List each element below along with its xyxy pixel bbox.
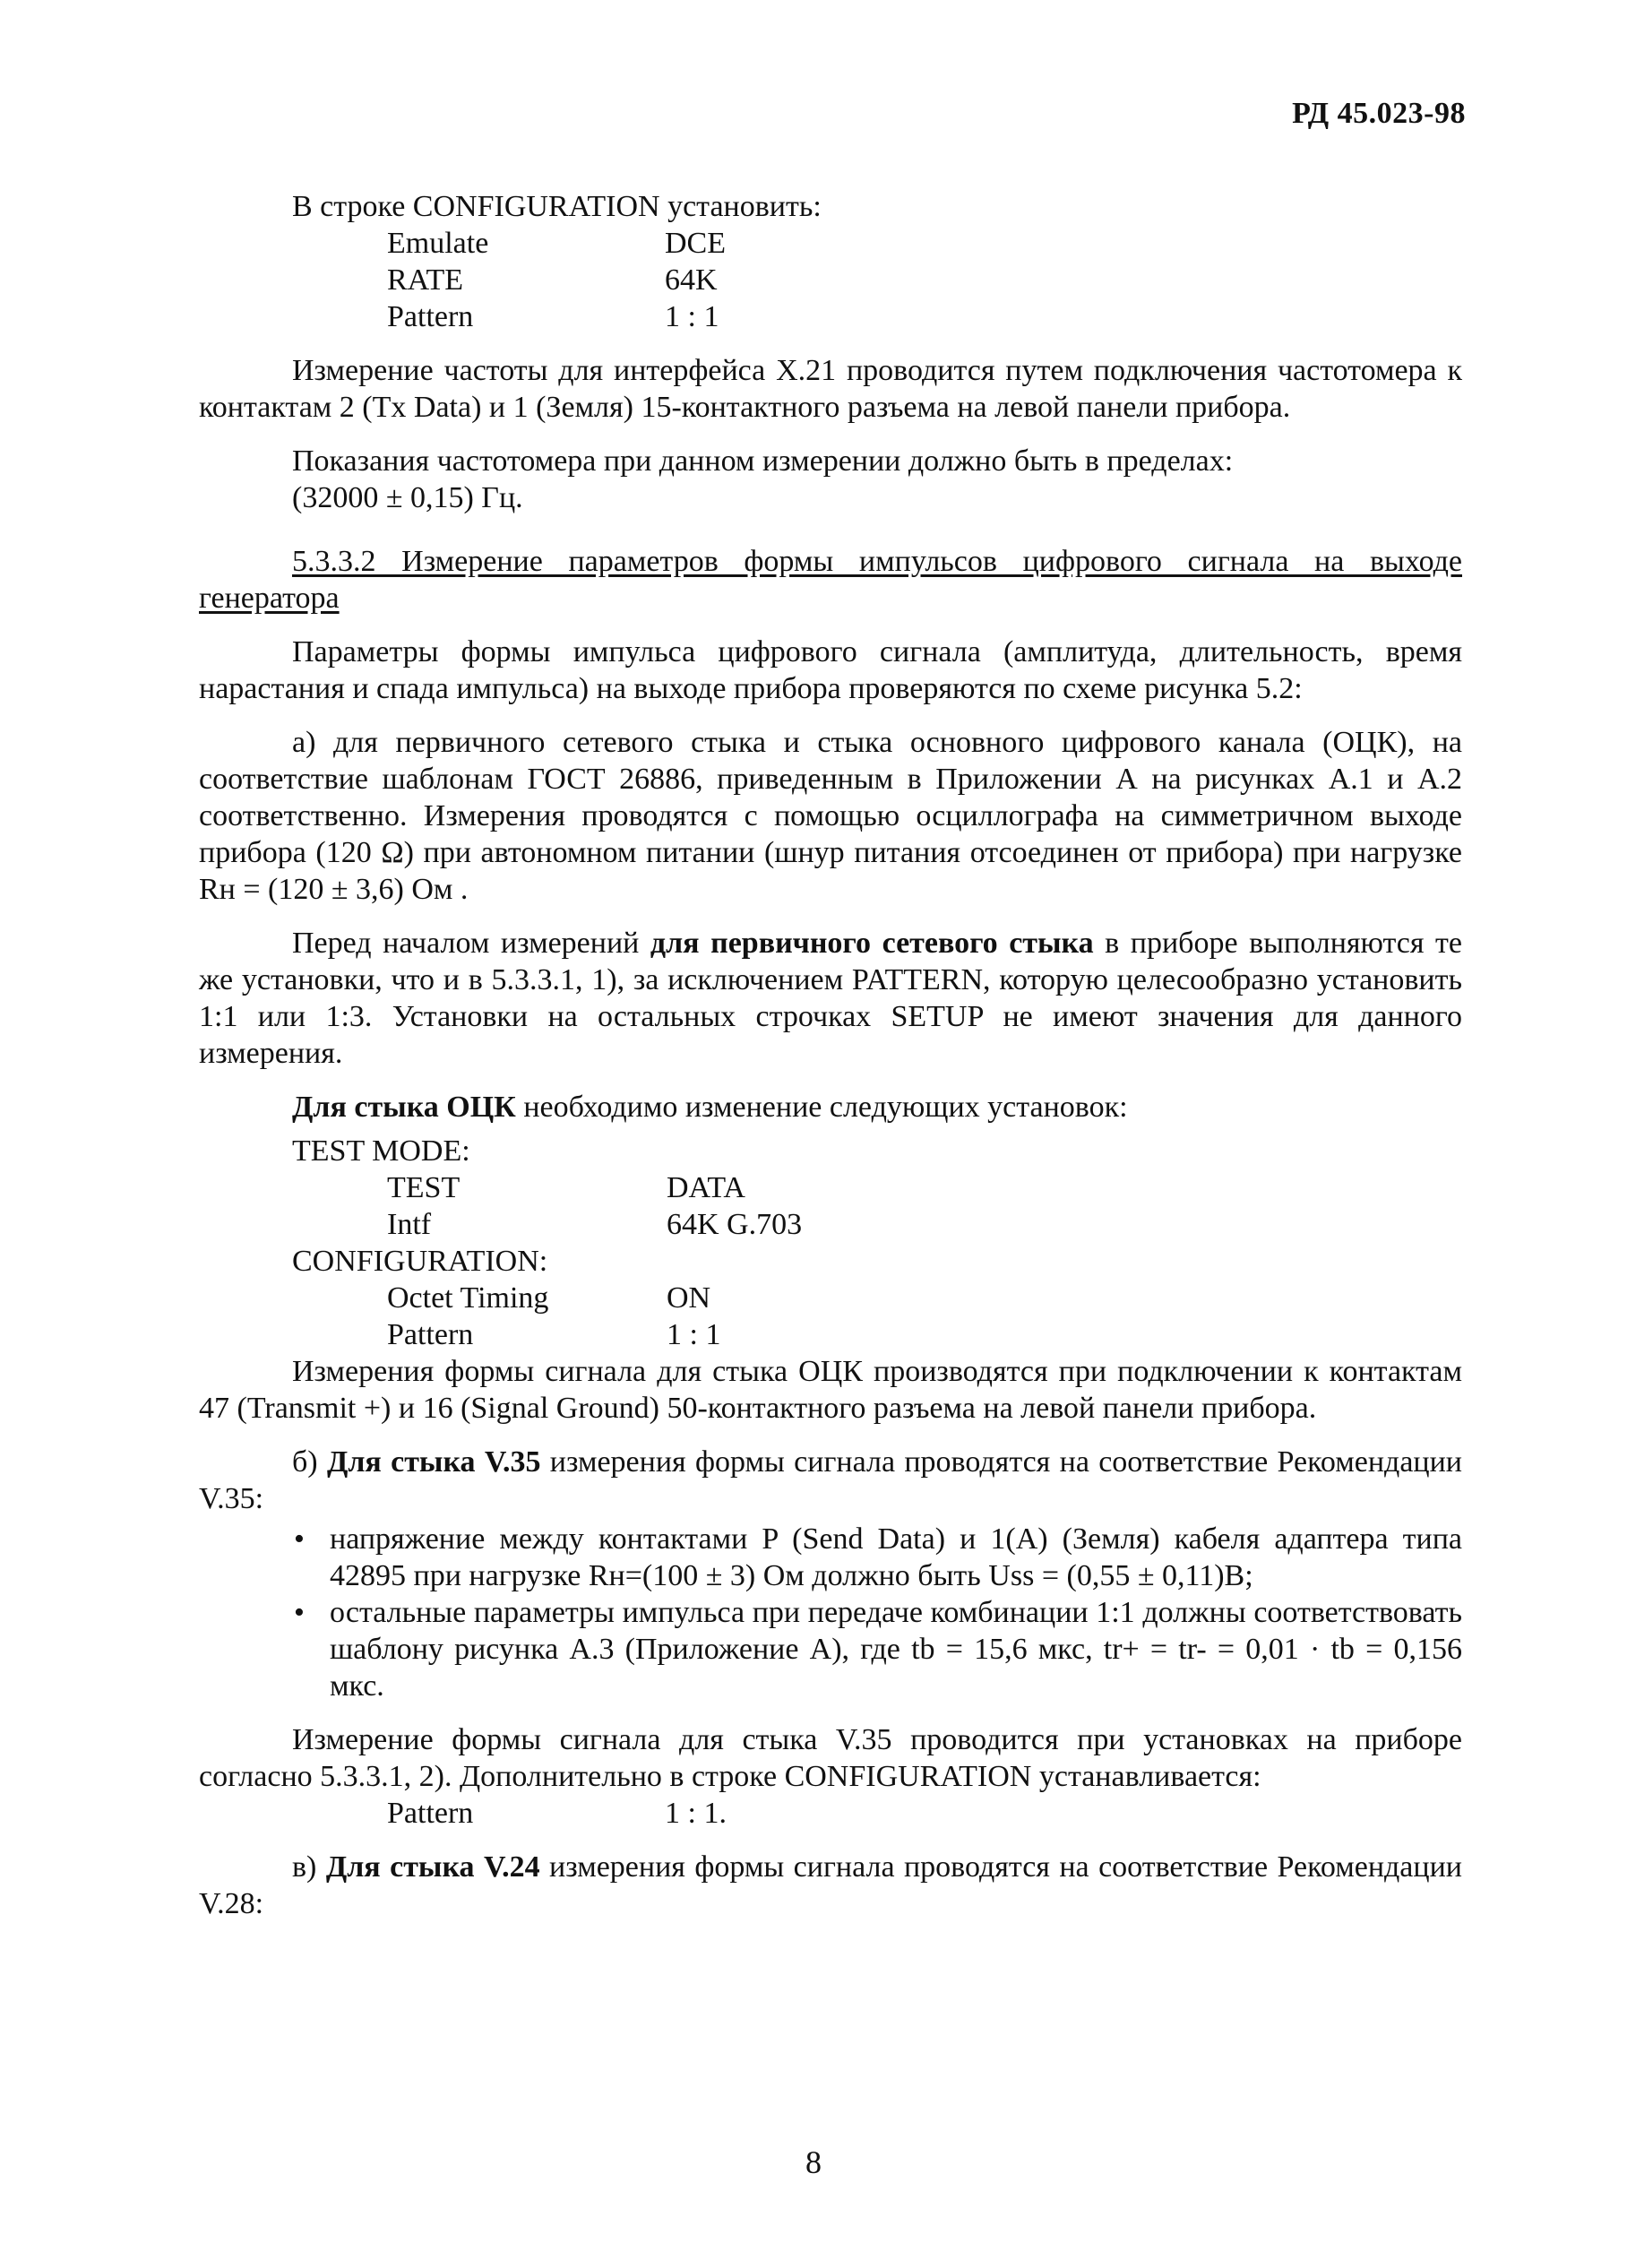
paragraph-b — [199, 1444, 1462, 1517]
config-row — [199, 298, 1462, 335]
paragraph-ock-measure: Измерения формы сигнала для стыка ОЦК производятся при подключении к контактам 47 (Transmit +) и 16 (Signal Ground) 50-контактного разъема на левой панели прибора. — [199, 1355, 1462, 1425]
text-run: измерения формы сигнала проводятся на соответствие Рекомендации V.28: — [199, 1850, 1462, 1920]
setting-key: Intf — [387, 1208, 432, 1241]
config-intro: В строке CONFIGURATION установить: — [292, 190, 822, 223]
bold-run: Для стыка V.35 — [326, 1445, 541, 1479]
bullet-list — [199, 1521, 1462, 1704]
paragraph-a: а) для первичного сетевого стыка и стыка основного цифрового канала (ОЦК), на соответствие шаблонам ГОСТ 26886, приведенным в Приложении А на рисунках А.1 и А.2 соответственно. Измерения проводятся с помощью осциллографа на симметричном выходе прибора (120 Ω) при автономном питании (шнур питания отсоединен от прибора) при нагрузке Rн = (120 ± 3,6) Ом . — [199, 726, 1462, 906]
config-key: Emulate — [387, 227, 489, 260]
setting-key: TEST — [387, 1171, 461, 1204]
bullet-icon: • — [294, 1596, 305, 1629]
paragraph-x21: Измерение частоты для интерфейса X.21 проводится путем подключения частотомера к контактам 2 (Tx Data) и 1 (Земля) 15-контактного разъема на левой панели прибора. — [199, 354, 1462, 424]
list-item — [199, 1594, 1462, 1704]
setting-value: 1 : 1. — [665, 1797, 727, 1830]
page-number: 8 — [805, 2144, 822, 2180]
bold-run: Для стыка ОЦК — [292, 1091, 516, 1124]
setting-key: Pattern — [387, 1318, 474, 1351]
config-row — [199, 262, 1462, 298]
text-run: необходимо изменение следующих установок: — [515, 1091, 1128, 1124]
setting-key: Octet Timing — [387, 1281, 549, 1315]
paragraph-c — [199, 1849, 1462, 1922]
text-run: измерения формы сигнала проводятся на соответствие Рекомендации V.35: — [199, 1445, 1462, 1515]
page-body — [199, 188, 1462, 1922]
bold-run: Для стыка V.24 — [325, 1850, 540, 1884]
paragraph-v35: Измерение формы сигнала для стыка V.35 проводится при установках на приборе согласно 5.3.3.1, 2). Дополнительно в строке CONFIGURATION устанавливается: — [199, 1723, 1462, 1793]
setting-value: DATA — [667, 1171, 745, 1204]
document-code: РД 45.023-98 — [1292, 97, 1466, 130]
paragraph-before-measure — [199, 925, 1462, 1072]
test-mode-row — [199, 1169, 1462, 1206]
config-value: 1 : 1 — [665, 300, 719, 333]
config-value: DCE — [665, 227, 726, 260]
bold-run: для первичного сетевого стыка — [650, 927, 1094, 960]
test-mode-row — [199, 1206, 1462, 1243]
setting-value: ON — [667, 1281, 711, 1315]
config-row — [199, 225, 1462, 262]
config-value: 64K — [665, 263, 718, 297]
reading-value: (32000 ± 0,15) Гц. — [292, 481, 523, 514]
list-item — [199, 1521, 1462, 1594]
configuration-row — [199, 1280, 1462, 1316]
paragraph-reading: Показания частотомера при данном измерении должно быть в пределах: — [292, 444, 1234, 478]
configuration-label: CONFIGURATION: — [292, 1245, 548, 1278]
list-item-text: напряжение между контактами P (Send Data) и 1(A) (Земля) кабеля адаптера типа 42895 при нагрузке Rн=(100 ± 3) Ом должно быть Uss = (0,55 ± 0,11)В; — [330, 1522, 1462, 1592]
text-run: б) — [292, 1445, 327, 1479]
test-mode-label: TEST MODE: — [292, 1134, 470, 1168]
paragraph-ock — [199, 1089, 1462, 1125]
text-run: Перед началом измерений — [292, 927, 650, 960]
bullet-icon: • — [294, 1522, 305, 1556]
setting-value: 1 : 1 — [667, 1318, 721, 1351]
list-item-text: остальные параметры импульса при передаче комбинации 1:1 должны соответствовать шаблону рисунка А.3 (Приложение А), где tb = 15,6 мкс, tr+ = tr- = 0,01 · tb = 0,156 мкс. — [330, 1596, 1462, 1703]
config-key: Pattern — [387, 300, 474, 333]
text-run: в) — [292, 1850, 326, 1884]
section-heading: 5.3.3.2 Измерение параметров формы импульсов цифрового сигнала на выходе генератора — [199, 545, 1462, 615]
setting-key: Pattern — [387, 1797, 474, 1830]
setting-value: 64K G.703 — [667, 1208, 803, 1241]
configuration-row — [199, 1316, 1462, 1353]
text-run: в приборе выполняются те же установки, что и в 5.3.3.1, 1), за исключением PATTERN, которую целесообразно установить 1:1 или 1:3. Установки на остальных строчках SETUP не имеют значения для данного измерения. — [199, 927, 1463, 1070]
config-key: RATE — [387, 263, 463, 297]
paragraph-params: Параметры формы импульса цифрового сигнала (амплитуда, длительность, время нарастания и спада импульса) на выходе прибора проверяются по схеме рисунка 5.2: — [199, 635, 1462, 705]
pattern-row — [199, 1795, 1462, 1832]
